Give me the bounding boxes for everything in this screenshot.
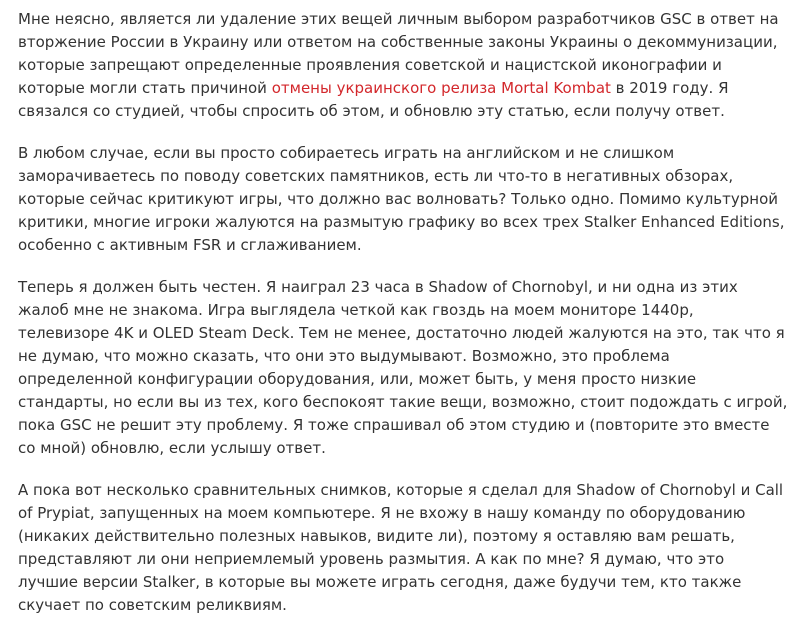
paragraph-1-text-start: Мне неясно, является ли удаление этих вещей личным выбором разработчиков GSC в ответ на вторжение России в Украину или ответом на собственные законы Украины о декоммунизации, которые запрещают определенные проявления советской и нацистской иконографии и которые могли стать причиной [18, 10, 779, 97]
paragraph-2: В любом случае, если вы просто собираетесь играть на английском и не слишком заморачиваетесь по поводу советских памятников, есть ли что-то в негативных обзорах, которые сейчас критикуют игры, что должно вас волновать? Только одно. Помимо культурной критики, многие игроки жалуются на размытую графику во всех трех Stalker Enhanced Editions, особенно с активным FSR и сглаживанием. [18, 144, 785, 254]
paragraph-4: А пока вот несколько сравнительных снимков, которые я сделал для Shadow of Chornobyl и Call of Prypiat, запущенных на моем компьютере. Я не вхожу в нашу команду по оборудованию (никаких действительно полезных навыков, видите ли), поэтому я оставляю вам решать, представляют ли они неприемлемый уровень размытия. А как по мне? Я думаю, что это лучшие версии Stalker, в которые вы можете играть сегодня, даже будучи тем, кто также скучает по советским реликвиям. [18, 481, 784, 614]
paragraph-1 [18, 8, 788, 123]
paragraph-1-text-end: в 2019 году. Я связался со студией, чтобы спросить об этом, и обновлю эту статью, если получу ответ. [18, 79, 729, 120]
paragraph-3: Теперь я должен быть честен. Я наиграл 23 часа в Shadow of Chornobyl, и ни одна из этих жалоб мне не знакома. Игра выглядела четкой как гвоздь на моем мониторе 1440p, телевизоре 4K и OLED Steam Deck. Тем не менее, достаточно людей жалуются на это, так что я не думаю, что можно сказать, что они это выдумывают. Возможно, это проблема определенной конфигурации оборудования, или, может быть, у меня просто низкие стандарты, но если вы из тех, кого беспокоят такие вещи, возможно, стоит подождать с игрой, пока GSC не решит эту проблему. Я тоже спрашивал об этом студию и (повторите это вместе со мной) обновлю, если услышу ответ. [18, 278, 788, 457]
mortal-kombat-cancellation-link[interactable]: отмены украинского релиза Mortal Kombat [271, 79, 611, 97]
